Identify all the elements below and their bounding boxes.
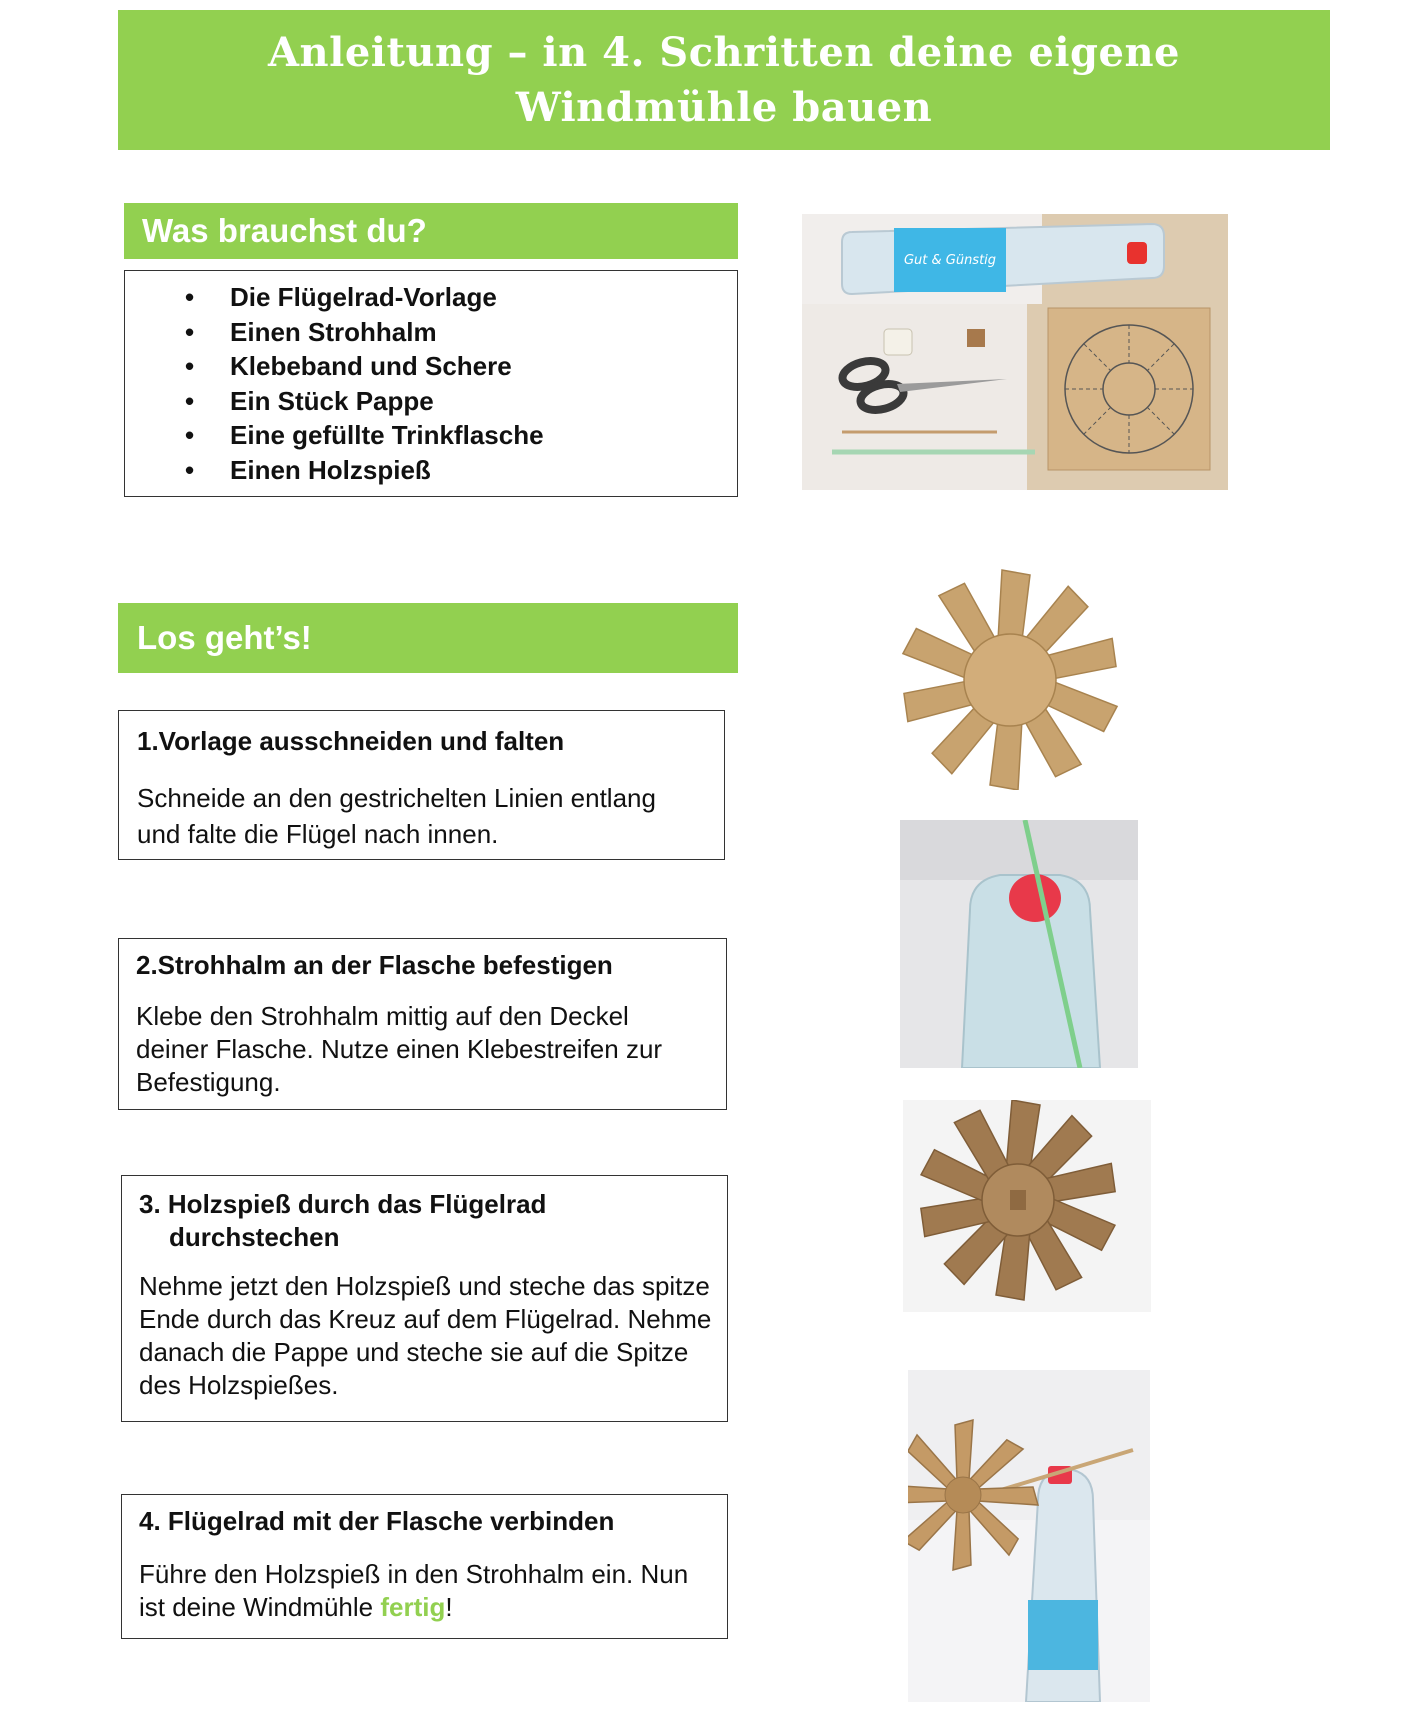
folded-wheel-photo <box>895 560 1135 790</box>
list-item: • Eine gefüllte Trinkflasche <box>125 418 737 453</box>
step-4-box <box>121 1494 728 1639</box>
step-4-title: 4. Flügelrad mit der Flasche verbinden <box>139 1506 615 1536</box>
materials-photo-svg <box>802 214 1228 490</box>
materials-box <box>124 270 738 497</box>
list-item: • Klebeband und Schere <box>125 349 737 384</box>
steps-heading <box>118 603 738 673</box>
list-item: • Die Flügelrad-Vorlage <box>125 280 737 315</box>
materials-heading <box>124 203 738 259</box>
step-3-text: Nehme jetzt den Holzspieß und steche das spitze Ende durch das Kreuz auf dem Flügelrad. Nehme danach die Pappe und steche sie auf die Spitze des Holzspießes. <box>139 1271 712 1400</box>
step-2-title: 2.Strohhalm an der Flasche befestigen <box>136 950 613 980</box>
straw-bottle-photo <box>900 820 1138 1068</box>
list-item: • Ein Stück Pappe <box>125 384 737 419</box>
wheel-skewer-photo <box>903 1100 1151 1312</box>
list-item: • Einen Holzspieß <box>125 453 737 488</box>
step-4-text <box>139 1558 709 1624</box>
step-3-title: 3. Holzspieß durch das Flügelrad durchstechen <box>139 1189 547 1252</box>
step-1-box <box>118 710 725 860</box>
finished-windmill-photo <box>908 1370 1150 1702</box>
materials-heading-text: Was brauchst du? <box>142 212 427 249</box>
step-3-box <box>121 1175 728 1422</box>
step-4-text-start: Führe den Holzspieß in den Strohhalm ein. Nun ist deine Windmühle <box>139 1559 689 1622</box>
materials-photo <box>802 214 1228 490</box>
step-2-text: Klebe den Strohhalm mittig auf den Deckel deiner Flasche. Nutze einen Klebestreifen zur Befestigung. <box>136 1001 663 1097</box>
step-1-title: 1.Vorlage ausschneiden und falten <box>137 726 565 756</box>
straw-bottle-svg <box>900 820 1138 1068</box>
materials-list <box>125 280 737 487</box>
title-banner <box>118 10 1330 150</box>
step-4-text-end: ! <box>445 1592 453 1622</box>
list-item: • Einen Strohhalm <box>125 315 737 350</box>
step-1-text: Schneide an den gestrichelten Linien entlang und falte die Flügel nach innen. <box>137 783 656 849</box>
page-title: Anleitung – in 4. Schritten deine eigene Windmühle bauen <box>268 29 1180 131</box>
steps-heading-text: Los geht’s! <box>137 619 312 656</box>
bottle-label: Gut & Günstig <box>903 253 997 268</box>
folded-wheel-svg <box>895 560 1135 790</box>
finished-windmill-svg <box>908 1370 1150 1702</box>
wheel-skewer-svg <box>903 1100 1151 1312</box>
step-2-box <box>118 938 727 1110</box>
step-4-text-highlight: fertig <box>380 1592 446 1622</box>
